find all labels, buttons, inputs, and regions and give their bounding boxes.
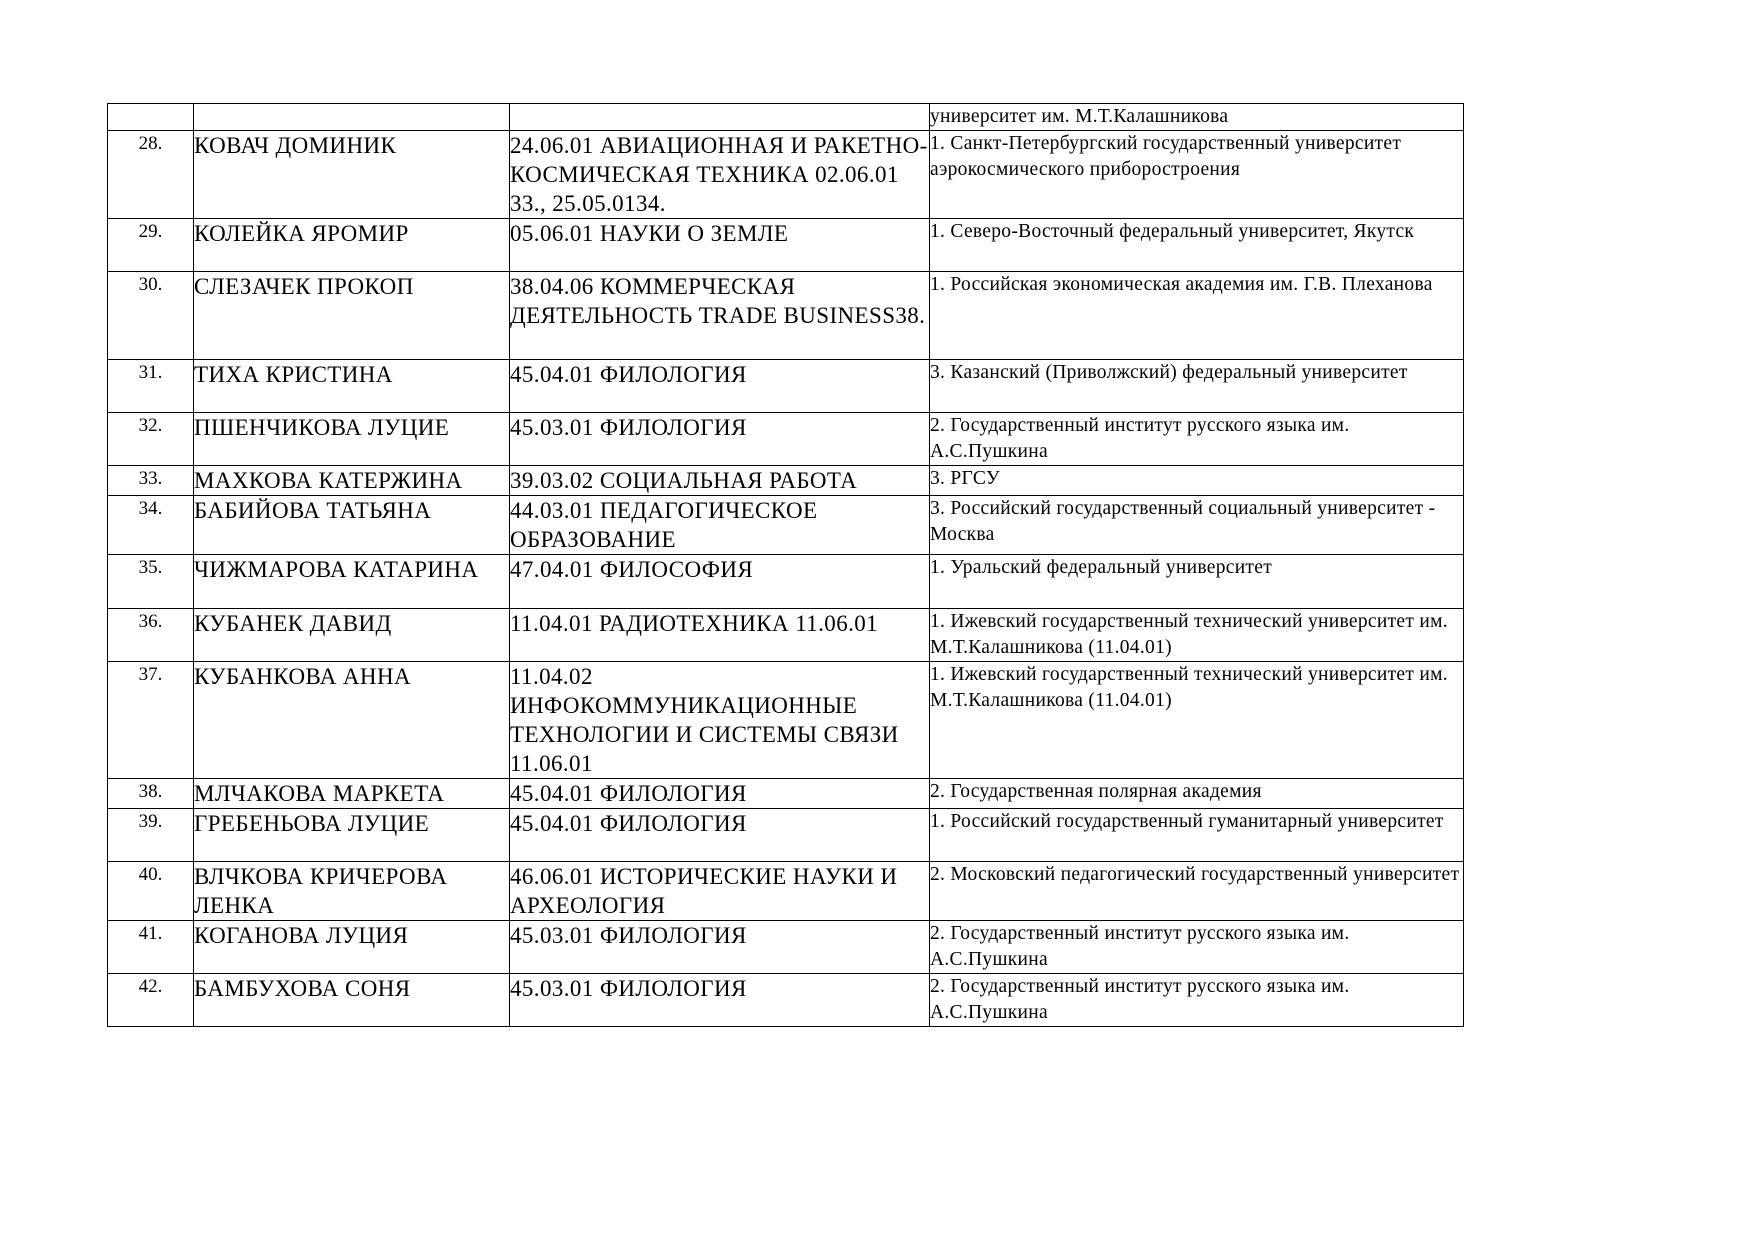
university: 3. Российский государственный социальный университет - Москва (930, 496, 1464, 555)
student-table-body (108, 104, 1464, 1027)
row-number: 29. (108, 219, 194, 272)
specialty: 39.03.02 СОЦИАЛЬНАЯ РАБОТА (510, 466, 930, 496)
university: 2. Государственный институт русского языка им. А.С.Пушкина (930, 921, 1464, 974)
student-name: КОВАЧ ДОМИНИК (194, 131, 510, 219)
student-name: ВЛЧКОВА КРИЧЕРОВА ЛЕНКА (194, 862, 510, 921)
university: 1. Российская экономическая академия им. Г.В. Плеханова (930, 272, 1464, 360)
row-number: 40. (108, 862, 194, 921)
specialty: 46.06.01 ИСТОРИЧЕСКИЕ НАУКИ И АРХЕОЛОГИЯ (510, 862, 930, 921)
row-number: 32. (108, 413, 194, 466)
student-name: МЛЧАКОВА МАРКЕТА (194, 779, 510, 809)
row-number: 38. (108, 779, 194, 809)
student-name: ПШЕНЧИКОВА ЛУЦИЕ (194, 413, 510, 466)
university: 1. Уральский федеральный университет (930, 555, 1464, 609)
row-number: 31. (108, 360, 194, 413)
specialty: 45.04.01 ФИЛОЛОГИЯ (510, 779, 930, 809)
student-name: КОГАНОВА ЛУЦИЯ (194, 921, 510, 974)
specialty: 38.04.06 КОММЕРЧЕСКАЯ ДЕЯТЕЛЬНОСТЬ TRADE BUSINESS38. (510, 272, 930, 360)
table-row (108, 779, 1464, 809)
specialty: 45.04.01 ФИЛОЛОГИЯ (510, 809, 930, 862)
table-row (108, 360, 1464, 413)
student-name: КОЛЕЙКА ЯРОМИР (194, 219, 510, 272)
specialty: 11.04.02 ИНФОКОММУНИКАЦИОННЫЕ ТЕХНОЛОГИИ И СИСТЕМЫ СВЯЗИ 11.06.01 (510, 662, 930, 779)
university: 2. Государственная полярная академия (930, 779, 1464, 809)
specialty: 47.04.01 ФИЛОСОФИЯ (510, 555, 930, 609)
table-row (108, 555, 1464, 609)
university: 2. Государственный институт русского языка им. А.С.Пушкина (930, 974, 1464, 1027)
student-name: ТИХА КРИСТИНА (194, 360, 510, 413)
table-row (108, 131, 1464, 219)
row-number: 41. (108, 921, 194, 974)
table-row (108, 413, 1464, 466)
table-row (108, 809, 1464, 862)
table-row (108, 974, 1464, 1027)
row-number: 37. (108, 662, 194, 779)
university: 1. Северо-Восточный федеральный университет, Якутск (930, 219, 1464, 272)
university: 2. Государственный институт русского языка им. А.С.Пушкина (930, 413, 1464, 466)
university: 3. РГСУ (930, 466, 1464, 496)
row-number: 30. (108, 272, 194, 360)
row-number: 28. (108, 131, 194, 219)
table-row (108, 862, 1464, 921)
student-name: ГРЕБЕНЬОВА ЛУЦИЕ (194, 809, 510, 862)
student-name: КУБАНЕК ДАВИД (194, 609, 510, 662)
university: 3. Казанский (Приволжский) федеральный университет (930, 360, 1464, 413)
table-row (108, 662, 1464, 779)
row-number: 36. (108, 609, 194, 662)
specialty: 45.04.01 ФИЛОЛОГИЯ (510, 360, 930, 413)
university: 1. Ижевский государственный технический университет им. М.Т.Калашникова (11.04.01) (930, 662, 1464, 779)
table-row (108, 219, 1464, 272)
student-name: СЛЕЗАЧЕК ПРОКОП (194, 272, 510, 360)
table-row (108, 609, 1464, 662)
specialty: 45.03.01 ФИЛОЛОГИЯ (510, 921, 930, 974)
specialty: 45.03.01 ФИЛОЛОГИЯ (510, 413, 930, 466)
table-row (108, 272, 1464, 360)
university: университет им. М.Т.Калашникова (930, 104, 1464, 131)
student-name (194, 104, 510, 131)
university: 1. Ижевский государственный технический университет им. М.Т.Калашникова (11.04.01) (930, 609, 1464, 662)
table-row-continuation (108, 104, 1464, 131)
specialty (510, 104, 930, 131)
student-name: БАБИЙОВА ТАТЬЯНА (194, 496, 510, 555)
row-number: 34. (108, 496, 194, 555)
row-number: 35. (108, 555, 194, 609)
row-number: 33. (108, 466, 194, 496)
specialty: 11.04.01 РАДИОТЕХНИКА 11.06.01 (510, 609, 930, 662)
student-name: МАХКОВА КАТЕРЖИНА (194, 466, 510, 496)
table-row (108, 921, 1464, 974)
student-name: КУБАНКОВА АННА (194, 662, 510, 779)
table-row (108, 496, 1464, 555)
specialty: 45.03.01 ФИЛОЛОГИЯ (510, 974, 930, 1027)
university: 1. Санкт-Петербургский государственный университет аэрокосмического приборостроения (930, 131, 1464, 219)
row-number (108, 104, 194, 131)
student-table (107, 103, 1464, 1027)
row-number: 39. (108, 809, 194, 862)
university: 1. Российский государственный гуманитарный университет (930, 809, 1464, 862)
student-name: БАМБУХОВА СОНЯ (194, 974, 510, 1027)
row-number: 42. (108, 974, 194, 1027)
specialty: 44.03.01 ПЕДАГОГИЧЕСКОЕ ОБРАЗОВАНИЕ (510, 496, 930, 555)
table-row (108, 466, 1464, 496)
specialty: 24.06.01 АВИАЦИОННАЯ И РАКЕТНО-КОСМИЧЕСКАЯ ТЕХНИКА 02.06.01 33., 25.05.0134. (510, 131, 930, 219)
specialty: 05.06.01 НАУКИ О ЗЕМЛЕ (510, 219, 930, 272)
university: 2. Московский педагогический государственный университет (930, 862, 1464, 921)
student-name: ЧИЖМАРОВА КАТАРИНА (194, 555, 510, 609)
